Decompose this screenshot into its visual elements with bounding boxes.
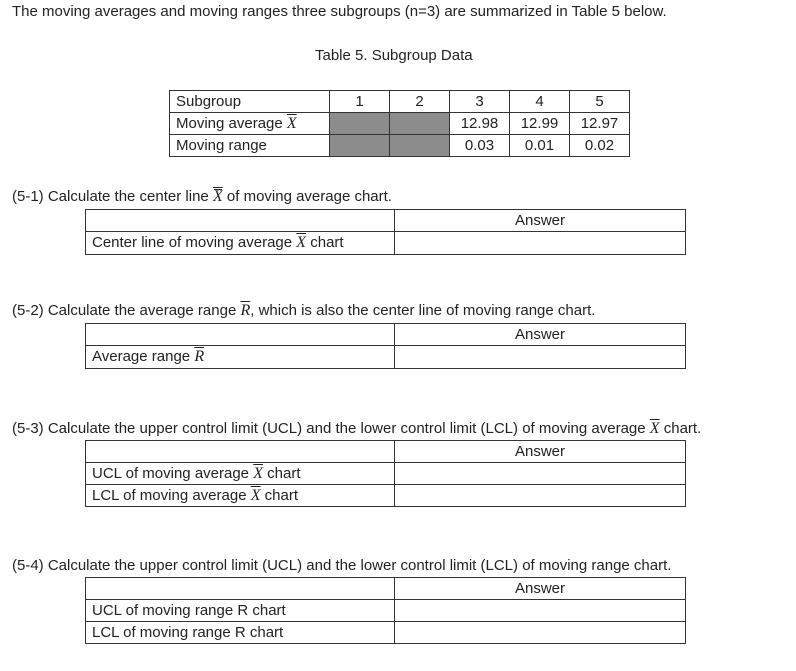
center-line-label: Center line of moving average $\overline{X}$ chart xyxy=(86,232,395,255)
table-row xyxy=(86,441,686,463)
blank-cell xyxy=(86,324,395,346)
x-bar-symbol: $\overline{X}$ xyxy=(250,486,261,504)
x-double-bar-symbol: $\overline{X}$ xyxy=(212,188,223,205)
table-row xyxy=(86,463,686,485)
table-row xyxy=(86,346,686,369)
answer-cell[interactable] xyxy=(395,463,686,485)
table-row xyxy=(86,485,686,507)
table-row xyxy=(170,91,630,113)
table-cell: 0.01 xyxy=(510,135,570,157)
table-cell-shaded xyxy=(330,113,390,135)
answer-table-5-4 xyxy=(85,577,686,644)
answer-header: Answer xyxy=(395,210,686,232)
r-bar-symbol: $\overline{R}$ xyxy=(194,348,205,365)
table-row xyxy=(170,113,630,135)
subgroup-number: 1 xyxy=(330,91,390,113)
blank-cell xyxy=(86,210,395,232)
table-cell-shaded xyxy=(390,135,450,157)
x-bar-symbol: $\overline{X}$ xyxy=(253,464,263,482)
question-5-3: (5-3) Calculate the upper control limit (UCL) and the lower control limit (LCL) of moving average $\overline{X}$ chart. xyxy=(12,420,702,437)
r-bar-symbol: $\overline{R}$ xyxy=(240,302,251,319)
subgroup-number: 4 xyxy=(510,91,570,113)
table-row xyxy=(86,324,686,346)
table5-caption: Table 5. Subgroup Data xyxy=(315,47,473,64)
answer-cell[interactable] xyxy=(395,622,686,644)
moving-range-label: Moving range xyxy=(170,135,330,157)
question-5-4: (5-4) Calculate the upper control limit (UCL) and the lower control limit (LCL) of moving range chart. xyxy=(12,557,672,574)
subgroup-number: 3 xyxy=(450,91,510,113)
lcl-average-label: LCL of moving average $\overline{X}$ chart xyxy=(86,485,395,507)
blank-cell xyxy=(86,578,395,600)
moving-average-label: Moving average $\overline{X}$ xyxy=(170,113,330,135)
answer-table-5-1 xyxy=(85,209,686,255)
answer-header: Answer xyxy=(395,578,686,600)
table-row xyxy=(170,135,630,157)
answer-cell[interactable] xyxy=(395,346,686,369)
lcl-range-label: LCL of moving range R chart xyxy=(86,622,395,644)
table-row xyxy=(86,600,686,622)
x-bar-symbol: $\overline{X}$ xyxy=(649,420,660,437)
average-range-label: Average range $\overline{R}$ xyxy=(86,346,395,369)
subgroup-header: Subgroup xyxy=(170,91,330,113)
x-bar-symbol: $\overline{X}$ xyxy=(296,234,307,251)
table5 xyxy=(169,90,630,157)
subgroup-number: 5 xyxy=(570,91,630,113)
table-row xyxy=(86,210,686,232)
question-5-2: (5-2) Calculate the average range $\overline{R}$, which is also the center line of moving range chart. xyxy=(12,302,596,319)
answer-cell[interactable] xyxy=(395,600,686,622)
table-cell: 12.98 xyxy=(450,113,510,135)
x-bar-symbol: $\overline{X}$ xyxy=(286,114,297,132)
table-cell: 12.99 xyxy=(510,113,570,135)
answer-table-5-3 xyxy=(85,440,686,507)
intro-text: The moving averages and moving ranges three subgroups (n=3) are summarized in Table 5 below. xyxy=(12,3,667,20)
answer-cell[interactable] xyxy=(395,232,686,255)
answer-table-5-2 xyxy=(85,323,686,369)
table-cell: 0.03 xyxy=(450,135,510,157)
table-row xyxy=(86,622,686,644)
table-row xyxy=(86,232,686,255)
ucl-average-label: UCL of moving average $\overline{X}$ chart xyxy=(86,463,395,485)
answer-header: Answer xyxy=(395,441,686,463)
table-cell: 12.97 xyxy=(570,113,630,135)
table-cell-shaded xyxy=(330,135,390,157)
table-row xyxy=(86,578,686,600)
table-cell: 0.02 xyxy=(570,135,630,157)
answer-header: Answer xyxy=(395,324,686,346)
subgroup-number: 2 xyxy=(390,91,450,113)
ucl-range-label: UCL of moving range R chart xyxy=(86,600,395,622)
question-5-1: (5-1) Calculate the center line $\overline{X}$ of moving average chart. xyxy=(12,188,392,205)
answer-cell[interactable] xyxy=(395,485,686,507)
blank-cell xyxy=(86,441,395,463)
table-cell-shaded xyxy=(390,113,450,135)
